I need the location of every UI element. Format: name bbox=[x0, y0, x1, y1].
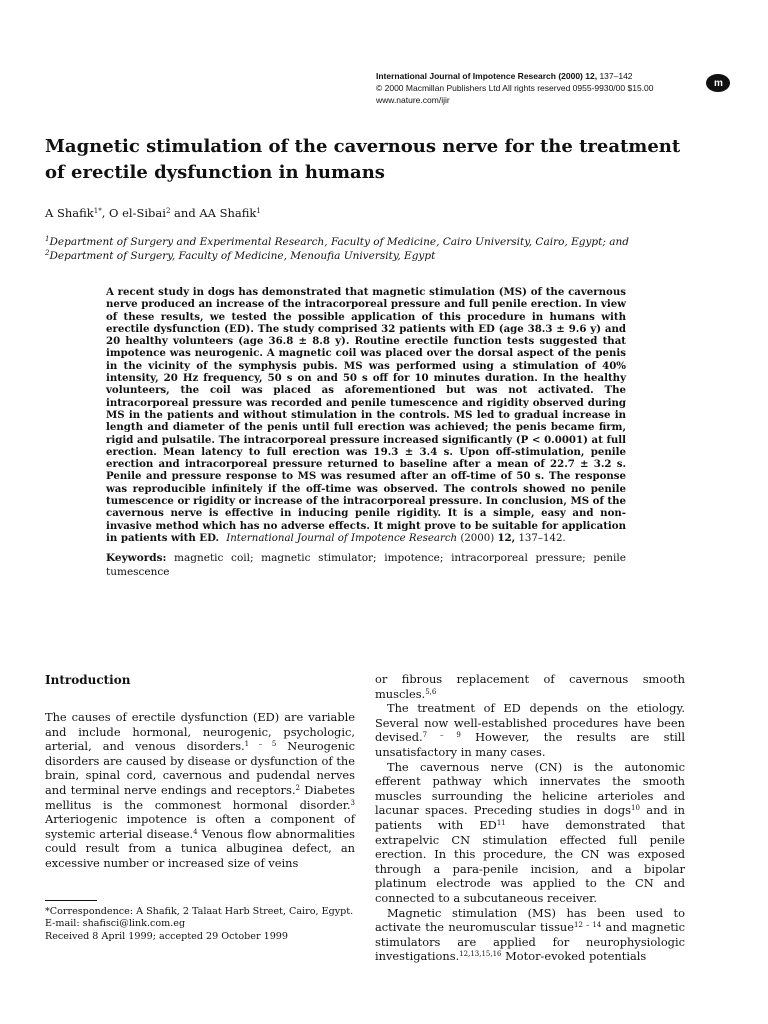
text-run: The treatment of ED depends on the etiology. Several now well-established procedures have been devised. bbox=[375, 701, 685, 745]
right-column bbox=[375, 672, 685, 964]
text-run: Arteriogenic impotence is often a component of systemic arterial disease. bbox=[45, 812, 355, 841]
footnote bbox=[45, 906, 355, 943]
affiliation-2-mark: 2 bbox=[45, 249, 50, 257]
text-run: Venous flow abnormalities could result from a tunica albuginea defect, an excessive number or increased size of veins bbox=[45, 826, 355, 870]
reference-mark: 5,6 bbox=[425, 687, 437, 696]
affiliation-2 bbox=[45, 249, 745, 263]
affiliation-2-text: Department of Surgery, Faculty of Medicine, Menoufia University, Egypt bbox=[49, 250, 436, 262]
correspondence: *Correspondence: A Shafik, 2 Talaat Harb Street, Cairo, Egypt. bbox=[45, 906, 354, 917]
keywords-text: magnetic coil; magnetic stimulator; impotence; intracorporeal pressure; penile tumescence bbox=[106, 552, 626, 578]
publisher-logo bbox=[706, 74, 730, 92]
body-paragraph-3 bbox=[375, 760, 685, 906]
citation-year: (2000) bbox=[457, 532, 498, 544]
citation-journal: International Journal of Impotence Research bbox=[226, 532, 458, 544]
author-1: A Shafik bbox=[45, 206, 94, 220]
intro-paragraph-1 bbox=[45, 710, 355, 871]
text-run: Neurogenic disorders are caused by disease or dysfunction of the brain, spinal cord, cavernous and pudendal nerves and terminal nerve endings and receptors. bbox=[45, 739, 356, 797]
affiliations bbox=[45, 235, 745, 263]
text-run: or fibrous replacement of cavernous smooth muscles. bbox=[375, 672, 685, 701]
copyright-line: © 2000 Macmillan Publishers Ltd All rights reserved 0955-9930/00 $15.00 bbox=[376, 83, 654, 93]
text-run: have demonstrated that extrapelvic CN stimulation effected full penile erection. In this procedure, the CN was exposed through a para-penile incision, and a bipolar platinum electrode was applied to the CN and connected to a subcutaneous receiver. bbox=[375, 817, 685, 905]
author-list bbox=[45, 206, 261, 220]
email: E-mail: shafisci@link.com.eg bbox=[45, 918, 186, 930]
body-paragraph-4 bbox=[375, 906, 685, 964]
author-1-affil: 1* bbox=[93, 207, 102, 215]
reference-mark: 2 bbox=[295, 783, 300, 792]
author-2: , O el-Sibai bbox=[101, 206, 166, 220]
citation-pages: 137–142. bbox=[515, 532, 566, 544]
text-run: and in patients with ED bbox=[375, 803, 686, 832]
keywords-label: Keywords: bbox=[106, 552, 167, 564]
journal-citation-line bbox=[376, 70, 676, 82]
text-run: Diabetes mellitus is the commonest hormonal disorder. bbox=[45, 782, 356, 812]
text-run: Magnetic stimulation (MS) has been used to activate the neuromuscular tissue bbox=[375, 905, 685, 935]
abstract bbox=[106, 286, 626, 545]
paper-title: Magnetic stimulation of the cavernous nerve for the treatment of erectile dysfunction in humans bbox=[45, 136, 681, 183]
journal-pages: 137–142 bbox=[597, 71, 633, 81]
left-column bbox=[45, 672, 355, 871]
reference-mark: 10 bbox=[631, 804, 640, 813]
journal-title: International Journal of Impotence Research (2000) 12, bbox=[376, 71, 598, 81]
body-paragraph-1 bbox=[375, 672, 685, 701]
journal-url: www.nature.com/ijir bbox=[376, 95, 450, 105]
section-heading-introduction: Introduction bbox=[45, 673, 131, 687]
author-3-affil: 1 bbox=[256, 207, 261, 215]
reference-mark: 11 bbox=[496, 818, 506, 827]
affiliation-1-mark: 1 bbox=[45, 235, 50, 243]
reference-mark: 12,13,15,16 bbox=[459, 950, 502, 959]
author-2-affil: 2 bbox=[165, 207, 171, 215]
reference-mark: 12 – 14 bbox=[574, 921, 602, 930]
text-run: However, the results are still unsatisfactory in many cases. bbox=[375, 730, 686, 759]
reference-mark: 7 – 9 bbox=[422, 731, 461, 740]
text-run: The cavernous nerve (CN) is the autonomic efferent pathway which innervates the smooth muscles surrounding the helicine arterioles and lacunar spaces. Preceding studies in dogs bbox=[375, 759, 685, 818]
journal-header bbox=[376, 70, 676, 106]
reference-mark: 1 – 5 bbox=[244, 740, 277, 749]
footnote-divider bbox=[45, 900, 97, 901]
abstract-citation bbox=[226, 533, 565, 544]
affiliation-1 bbox=[45, 235, 745, 249]
text-run: The causes of erectile dysfunction (ED) are variable and include hormonal, neurogenic, psychologic, arterial, and venous disorders. bbox=[45, 710, 355, 754]
citation-volume: 12, bbox=[497, 531, 516, 544]
affiliation-1-text: Department of Surgery and Experimental Research, Faculty of Medicine, Cairo University, Cairo, Egypt; and bbox=[49, 236, 629, 248]
publisher-logo-text: m bbox=[714, 77, 722, 89]
text-run: and magnetic stimulators are applied for neurophysiologic investigations. bbox=[375, 920, 686, 964]
abstract-body: A recent study in dogs has demonstrated that magnetic stimulation (MS) of the cavernous nerve produced an increase of the intracorporeal pressure and full penile erection. In view of these results, we tested the possible application of this procedure in humans with erectile dysfunction (ED). The study comprised 32 patients with ED (age 38.3 ± 9.6 y) and 20 healthy volunteers (age 36.8 ± 8.8 y). Routine erectile function tests suggested that impotence was neurogenic. A magnetic coil was placed over the dorsal aspect of the penis in the vicinity of the symphysis pubis. MS was performed using a stimulation of 40% intensity, 20 Hz frequency, 50 s on and 50 s off for 10 minutes duration. In the healthy volunteers, the coil was placed as aforementioned but was not activated. The intracorporeal pressure was recorded and penile tumescence and rigidity observed during MS in the patients and without stimulation in the controls. MS led to gradual increase in length and diameter of the penis until full erection was achieved; the penis became firm, rigid and pulsatile. The intracorporeal pressure increased significantly (P < 0.0001) at full erection. Mean latency to full erection was 19.3 ± 3.4 s. Upon off-stimulation, penile erection and intracorporeal pressure returned to baseline after a mean of 22.7 ± 3.2 s. Penile and pressure response to MS was resumed after an off-time of 50 s. The response was reproducible infinitely if the off-time was observed. The controls showed no penile tumescence or rigidity or increase of the intracorporeal pressure. In conclusion, MS of the cavernous nerve is effective in inducing penile rigidity. It is a simple, easy and non-invasive method which has no adverse effects. It might prove to be suitable for application in patients with ED. bbox=[106, 286, 626, 544]
reference-mark: 4 bbox=[193, 827, 198, 836]
body-paragraph-2 bbox=[375, 701, 685, 759]
text-run: Motor-evoked potentials bbox=[501, 949, 647, 964]
received-dates: Received 8 April 1999; accepted 29 October 1999 bbox=[45, 930, 289, 942]
author-3: and AA Shafik bbox=[170, 206, 257, 220]
keywords bbox=[106, 551, 626, 579]
reference-mark: 3 bbox=[350, 798, 355, 807]
